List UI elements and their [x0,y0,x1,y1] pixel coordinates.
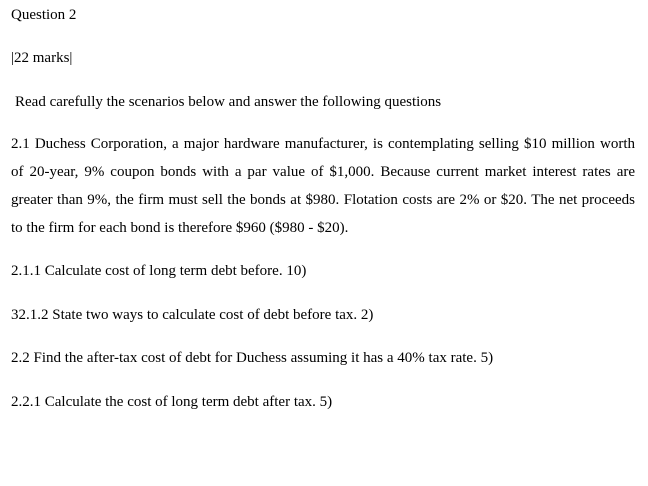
question-2-1-2: 32.1.2 State two ways to calculate cost of debt before tax. 2) [11,307,374,323]
marks-label: |22 marks| [11,50,73,66]
scenario-paragraph: 2.1 Duchess Corporation, a major hardware manufacturer, is contemplating selling $10 million worth of 20-year, 9% coupon bonds with a par value of $1,000. Because current market interest rates are greater than 9%, the firm must sell the bonds at $980. Flotation costs are 2% or $20. The net proceeds to the firm for each bond is therefore $960 ($980 - $20). [11,136,635,236]
question-2-1-1: 2.1.1 Calculate cost of long term debt before. 10) [11,263,307,279]
question-2-2: 2.2 Find the after-tax cost of debt for Duchess assuming it has a 40% tax rate. 5) [11,350,494,366]
instructions-text: Read carefully the scenarios below and answer the following questions [15,94,442,110]
question-2-2-1: 2.2.1 Calculate the cost of long term debt after tax. 5) [11,394,333,410]
question-heading: Question 2 [11,7,77,23]
